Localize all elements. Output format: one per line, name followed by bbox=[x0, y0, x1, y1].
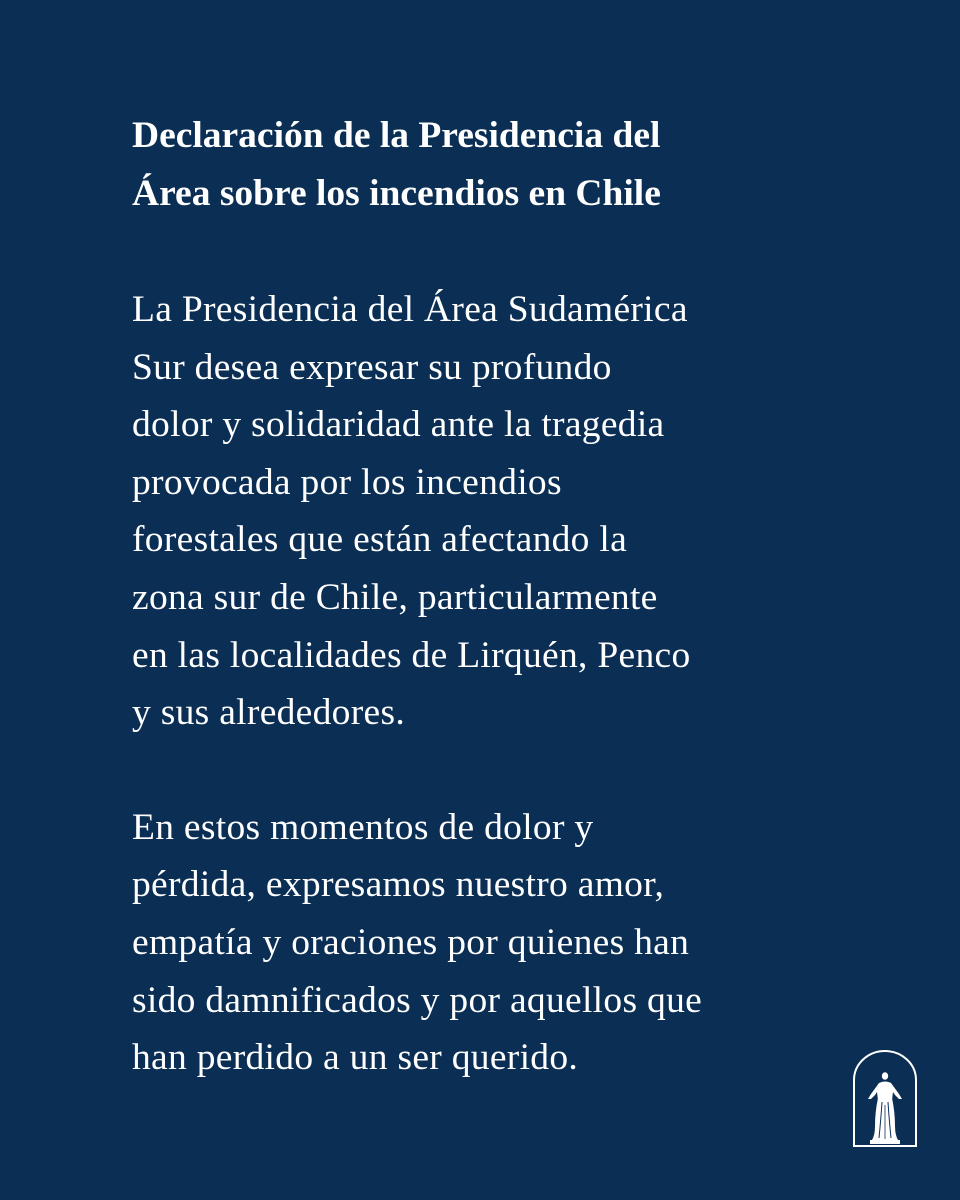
paragraph-1-line-1: La Presidencia del Área Sudamérica bbox=[132, 289, 688, 330]
statement-title bbox=[132, 107, 862, 223]
paragraph-1-line-7: en las localidades de Lirquén, Penco bbox=[132, 634, 691, 676]
paragraph-2-line-4: sido damnificados y por aquellos que bbox=[132, 979, 703, 1021]
paragraph-1-line-4: provocada por los incendios bbox=[132, 461, 562, 503]
paragraph-1 bbox=[132, 281, 862, 742]
paragraph-2-line-2: pérdida, expresamos nuestro amor, bbox=[132, 864, 665, 906]
paragraph-2 bbox=[132, 799, 862, 1087]
paragraph-1-line-2: Sur desea expresar su profundo bbox=[132, 346, 612, 388]
paragraph-1-line-6: zona sur de Chile, particularmente bbox=[132, 576, 658, 618]
paragraph-2-line-1: En estos momentos de dolor y bbox=[132, 806, 594, 848]
paragraph-2-line-3: empatía y oraciones por quienes han bbox=[132, 921, 690, 963]
paragraph-2-line-5: han perdido a un ser querido. bbox=[132, 1037, 579, 1079]
paragraph-1-line-5: forestales que están afectando la bbox=[132, 519, 628, 561]
christus-statue-icon bbox=[852, 1050, 918, 1148]
title-line-1: Declaración de la Presidencia del bbox=[132, 115, 661, 156]
statement bbox=[132, 107, 862, 1087]
title-line-2: Área sobre los incendios en Chile bbox=[132, 173, 661, 214]
paragraph-1-line-3: dolor y solidaridad ante la tragedia bbox=[132, 404, 665, 446]
paragraph-1-line-8: y sus alrededores. bbox=[132, 692, 406, 734]
